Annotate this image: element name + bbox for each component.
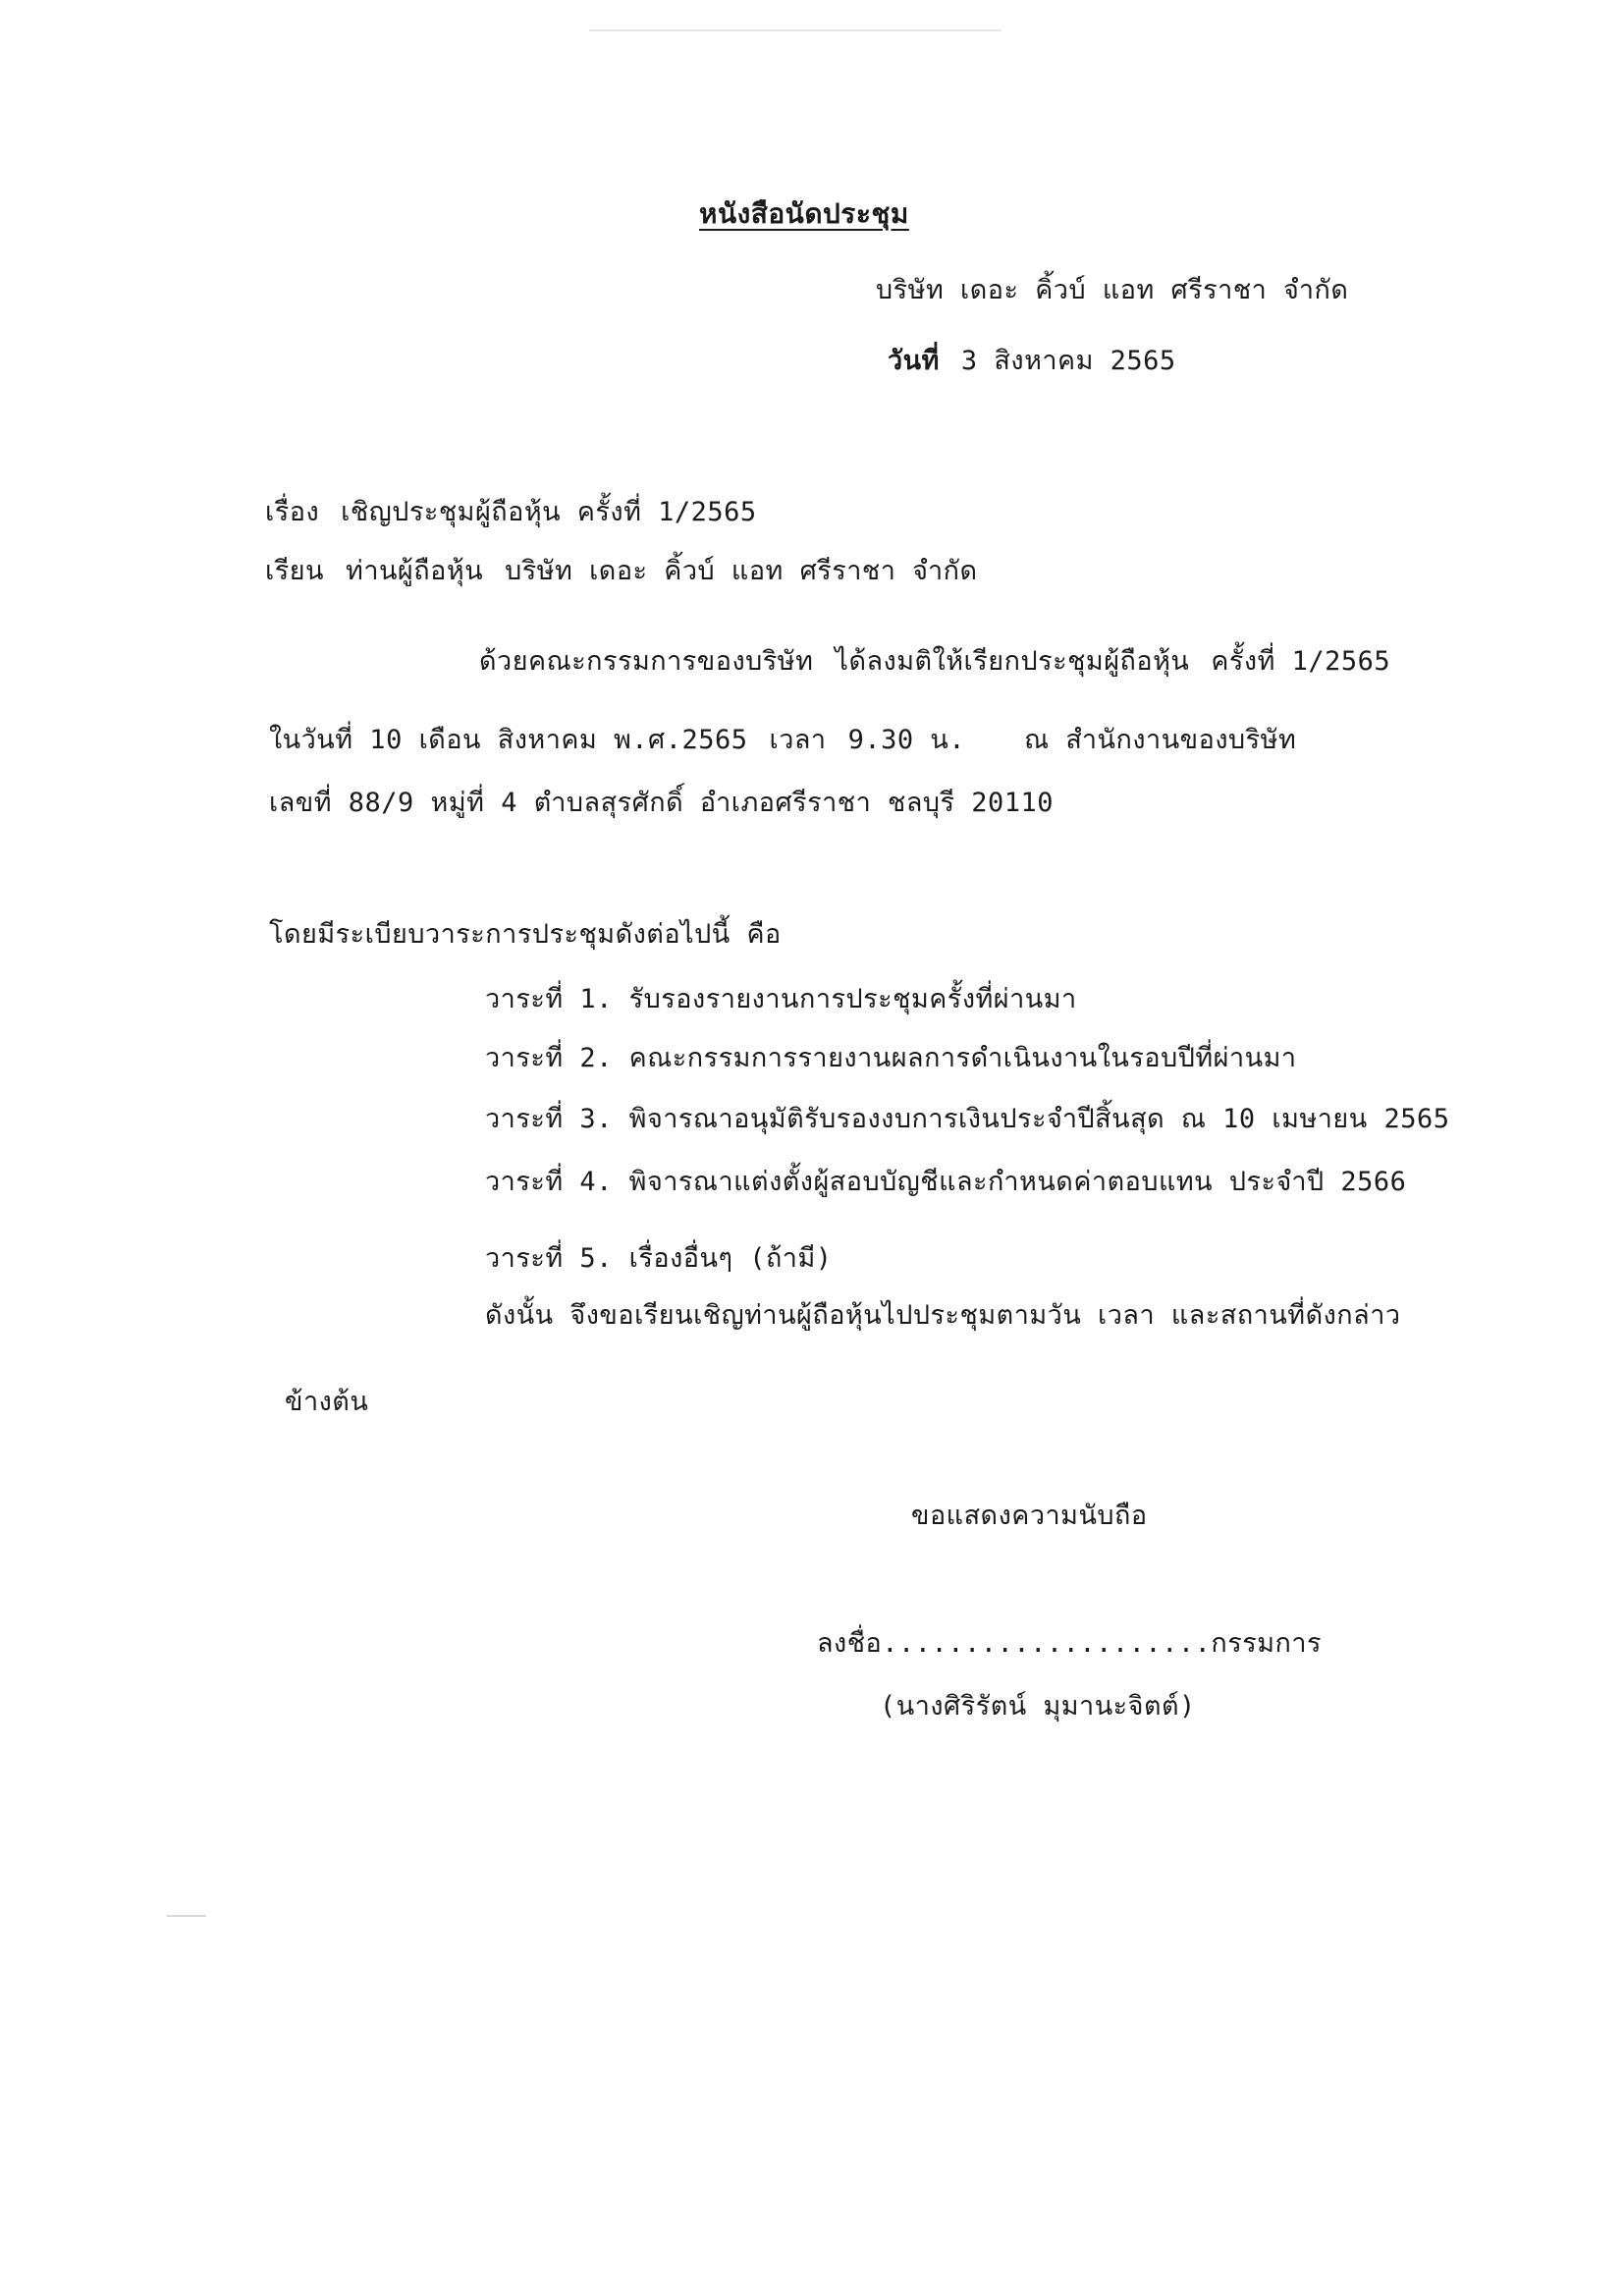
body-p2-d: ณ สำนักงานของบริษัท	[1024, 725, 1297, 755]
closing-line-1: ดังนั้น จึงขอเรียนเชิญท่านผู้ถือหุ้นไปประชุมตามวัน เวลา และสถานที่ดังกล่าว	[485, 1300, 1401, 1331]
header-date	[888, 342, 1176, 381]
date-value: 3 สิงหาคม 2565	[960, 346, 1176, 376]
signature-line: ลงชื่อ....................กรรมการ	[817, 1628, 1323, 1659]
agenda-item-1: วาระที่ 1. รับรองรายงานการประชุมครั้งที่ผ่านมา	[485, 984, 1077, 1014]
body-paragraph-1	[479, 642, 1390, 682]
closing-regards: ขอแสดงความนับถือ	[911, 1501, 1148, 1531]
closing-line-2: ข้างต้น	[285, 1387, 369, 1417]
subject-label: เรื่อง	[265, 497, 320, 527]
agenda-item-3: วาระที่ 3. พิจารณาอนุมัติรับรองงบการเงินประจำปีสิ้นสุด ณ 10 เมษายน 2565	[485, 1104, 1450, 1134]
body-p2-b: เวลา	[769, 725, 827, 755]
agenda-item-2: วาระที่ 2. คณะกรรมการรายงานผลการดำเนินงานในรอบปีที่ผ่านมา	[485, 1043, 1297, 1073]
to-text: ท่านผู้ถือหุ้น	[346, 556, 484, 586]
to-company: บริษัท เดอะ คิ้วบ์ แอท ศรีราชา จำกัด	[505, 556, 978, 586]
subject-line	[265, 493, 757, 532]
agenda-item-4: วาระที่ 4. พิจารณาแต่งตั้งผู้สอบบัญชีและกำหนดค่าตอบแทน ประจำปี 2566	[485, 1167, 1407, 1197]
agenda-intro: โดยมีระเบียบวาระการประชุมดังต่อไปนี้ คือ	[269, 919, 782, 950]
signer-name: (นางศิริรัตน์ มุมานะจิตต์)	[880, 1691, 1196, 1722]
body-paragraph-2	[269, 721, 1296, 760]
to-line	[265, 552, 978, 591]
date-label: วันที่	[888, 346, 940, 376]
body-p2-c: 9.30 น.	[847, 725, 966, 755]
body-p1-c: ครั้งที่ 1/2565	[1211, 646, 1391, 677]
body-paragraph-3: เลขที่ 88/9 หมู่ที่ 4 ตำบลสุรศักดิ์ อำเภอศรีราชา ชลบุรี 20110	[269, 788, 1055, 818]
subject-text: เชิญประชุมผู้ถือหุ้น ครั้งที่ 1/2565	[341, 497, 757, 527]
body-p1-b: ได้ลงมติให้เรียกประชุมผู้ถือหุ้น	[835, 646, 1190, 677]
scan-artifact-top	[589, 29, 1001, 31]
agenda-item-5: วาระที่ 5. เรื่องอื่นๆ (ถ้ามี)	[485, 1243, 833, 1274]
header-company: บริษัท เดอะ คิ้วบ์ แอท ศรีราชา จำกัด	[876, 275, 1349, 305]
body-p2-a: ในวันที่ 10 เดือน สิงหาคม พ.ศ.2565	[269, 725, 748, 755]
document-title: หนังสือนัดประชุม	[699, 197, 909, 230]
body-p1-a: ด้วยคณะกรรมการของบริษัท	[479, 646, 814, 677]
to-label: เรียน	[265, 556, 325, 586]
scan-artifact-left	[167, 1915, 206, 1917]
